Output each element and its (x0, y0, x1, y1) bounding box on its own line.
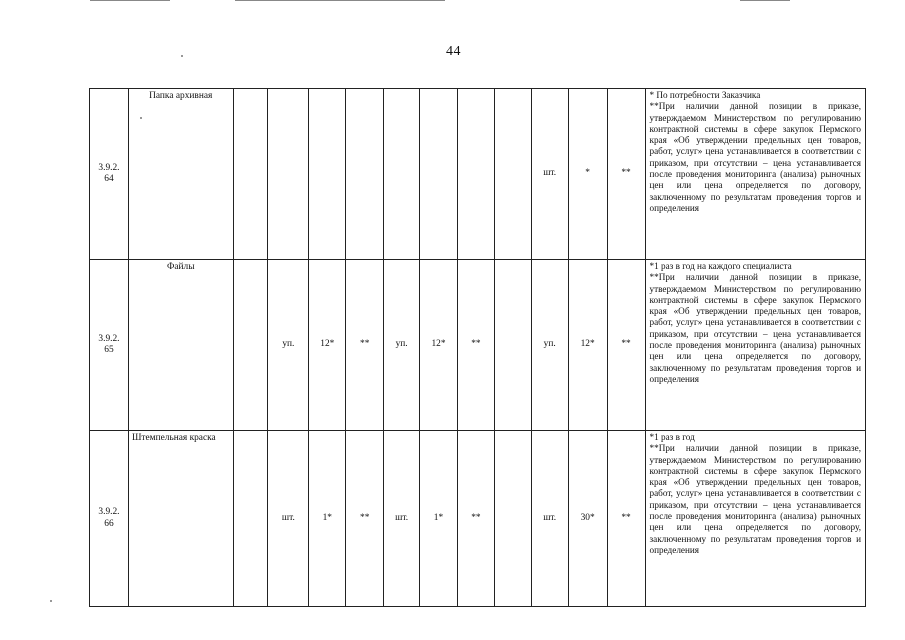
price-cell-3: ** (607, 89, 645, 260)
empty-cell (233, 431, 268, 607)
unit-cell-2: шт. (384, 431, 420, 607)
table-row (90, 431, 866, 607)
item-name: Штемпельная краска (128, 431, 233, 607)
unit-cell-3: шт. (531, 431, 568, 607)
note-first-line: *1 раз в год на каждого специалиста (649, 261, 792, 271)
qty-cell-1: 12* (309, 260, 346, 431)
price-cell-3: ** (607, 431, 645, 607)
item-number: 3.9.2. 66 (90, 431, 129, 607)
qty-cell-2 (420, 89, 458, 260)
item-name: Папка архивная (128, 89, 233, 260)
scan-edge-line (90, 0, 170, 1)
note-footnote: **При наличии данной позиции в приказе, утверждаемом Министерством по регулированию контрактной системы в сфере закупок Пермского края «Об утверждении предельных цен товаров, работ, услуг» цена устанавливается в соответствии с приказом, при отсутствии – цена устанавливается после проведения мониторинга (анализа) рыночных цен или цена определяется по договору, заключенному по результатам проведения торгов и определения (649, 101, 861, 213)
qty-cell-1: 1* (309, 431, 346, 607)
unit-cell-3: шт. (531, 89, 568, 260)
scan-edge-line (740, 0, 790, 1)
item-number: 3.9.2. 64 (90, 89, 129, 260)
unit-cell-3: уп. (531, 260, 568, 431)
item-number: 3.9.2. 65 (90, 260, 129, 431)
price-cell-1: ** (346, 431, 384, 607)
note-first-line: * По потребности Заказчика (649, 90, 761, 100)
price-cell-1 (346, 89, 384, 260)
price-cell-2 (457, 89, 494, 260)
price-cell-2: ** (457, 431, 494, 607)
scan-edge-line (235, 0, 445, 1)
qty-cell-2: 1* (420, 431, 458, 607)
item-name: Файлы (128, 260, 233, 431)
note-footnote: **При наличии данной позиции в приказе, утверждаемом Министерством по регулированию контрактной системы в сфере закупок Пермского края «Об утверждении предельных цен товаров, работ, услуг» цена устанавливается в соответствии с приказом, при отсутствии – цена устанавливается после проведения мониторинга (анализа) рыночных цен или цена определяется по договору, заключенному по результатам проведения торгов и определения (649, 272, 861, 384)
unit-cell-1 (268, 89, 309, 260)
page-number: 44 (446, 44, 461, 59)
empty-cell (494, 89, 531, 260)
qty-cell-3: * (568, 89, 607, 260)
empty-cell (494, 260, 531, 431)
unit-cell-1: шт. (268, 431, 309, 607)
price-cell-2: ** (457, 260, 494, 431)
scan-speck (181, 55, 183, 57)
table-row (90, 260, 866, 431)
empty-cell (233, 89, 268, 260)
price-cell-3: ** (607, 260, 645, 431)
empty-cell (233, 260, 268, 431)
qty-cell-2: 12* (420, 260, 458, 431)
unit-cell-2 (384, 89, 420, 260)
qty-cell-3: 30* (568, 431, 607, 607)
note-first-line: *1 раз в год (649, 432, 695, 442)
scan-speck (50, 600, 52, 602)
empty-cell (494, 431, 531, 607)
norms-table (89, 88, 866, 607)
note-cell (645, 89, 866, 260)
price-cell-1: ** (346, 260, 384, 431)
unit-cell-1: уп. (268, 260, 309, 431)
note-cell (645, 260, 866, 431)
unit-cell-2: уп. (384, 260, 420, 431)
qty-cell-3: 12* (568, 260, 607, 431)
note-footnote: **При наличии данной позиции в приказе, утверждаемом Министерством по регулированию контрактной системы в сфере закупок Пермского края «Об утверждении предельных цен товаров, работ, услуг» цена устанавливается в соответствии с приказом, при отсутствии – цена устанавливается после проведения мониторинга (анализа) рыночных цен или цена определяется по договору, заключенному по результатам проведения торгов и определения (649, 443, 861, 555)
qty-cell-1 (309, 89, 346, 260)
note-cell (645, 431, 866, 607)
table-row (90, 89, 866, 260)
